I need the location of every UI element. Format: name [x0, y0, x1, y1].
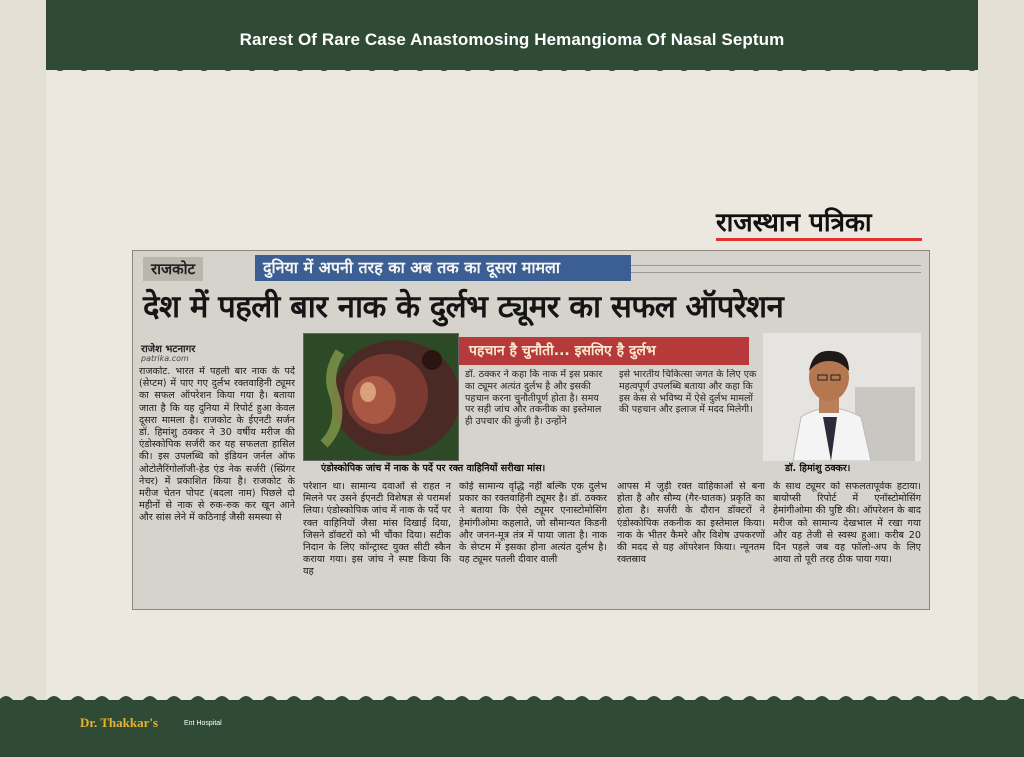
footer-wave-edge: [0, 693, 1024, 705]
article-column-5: के साथ ट्यूमर को सफलतापूर्वक हटाया। बायोप्सी रिपोर्ट में एनॉस्टोमोसिंग हेमांगीओमा की पुष्टि की। ऑपरेशन के बाद मरीज को सामान्य देखभाल में रखा गया और वह तेजी से स्वस्थ हुआ। करीब 20 दिन पहले जब वह फॉलो-अप के लिए आया तो पूरी तरह ठीक पाया गया।: [773, 481, 921, 566]
kicker-rule: [631, 265, 921, 273]
article-headline: देश में पहली बार नाक के दुर्लभ ट्यूमर का सफल ऑपरेशन: [143, 289, 784, 325]
masthead-underline: [716, 238, 922, 241]
hospital-brand-logo: Dr. Thakkar's: [80, 715, 159, 730]
highlight-heading: पहचान है चुनौती... इसलिए है दुर्लभ: [459, 337, 749, 365]
photo-caption: एंडोस्कोपिक जांच में नाक के पर्दे पर रक्त वाहिनियों सरीखा मांस।: [321, 463, 546, 474]
endoscopic-photo: [303, 333, 459, 461]
newspaper-clipping: [132, 250, 930, 610]
city-tag: राजकोट: [143, 257, 203, 281]
article-column-4: आपस में जुड़ी रक्त वाहिकाओं से बना होता है और सौम्य (गैर-घातक) प्रकृति का होता है। सर्जरी के दौरान डॉक्टरों ने एंडोस्कोपिक तकनीक का इस्तेमाल किया। नाक के भीतर कैमरे और विशेष उपकरणों की मदद से यह ऑपरेशन किया। न्यूनतम रक्तस्राव: [617, 481, 765, 566]
highlight-column-1: डॉ. ठक्कर ने कहा कि नाक में इस प्रकार का ट्यूमर अत्यंत दुर्लभ है और इसकी पहचान करना चुनौतीपूर्ण होता है। समय पर सही जांच और तकनीक का इस्तेमाल ही उपचार की कुंजी है। उन्होंने: [465, 369, 603, 428]
newspaper-masthead: राजस्थान पत्रिका: [716, 208, 872, 238]
byline: राजेश भटनागर: [141, 344, 196, 355]
doctor-photo: [763, 333, 921, 461]
hospital-brand-subtitle: Ent Hospital: [184, 720, 222, 727]
article-column-3: कोई सामान्य वृद्धि नहीं बल्कि एक दुर्लभ प्रकार का रक्तवाहिनी ट्यूमर है। डॉ. ठक्कर ने बताया कि ऐसे ट्यूमर एनास्टोमोसिंग हेमांगीओमा कहलाते, जो सौमान्यत किडनी और जनन-मूत्र तंत्र में पाया जाता है। नाक के सेप्टम में इसका होना अत्यंत दुर्लभ है। यह ट्यूमर पतली दीवार वाली: [459, 481, 607, 566]
kicker-banner: दुनिया में अपनी तरह का अब तक का दूसरा मामला: [255, 255, 631, 281]
article-column-2: परेशान था। सामान्य दवाओं से राहत न मिलने पर उसने ईएनटी विशेषज्ञ से परामर्श लिया। एंडोस्कोपिक जांच में नाक के पर्दे पर रक्त वाहिनियों जैसा मांस दिखाई दिया, जिसने डॉक्टरों को भी चौंका दिया। सटीक निदान के लिए कॉन्ट्रास्ट युक्त सीटी स्कैन कराया गया। इस जांच ने स्पष्ट किया कि यह: [303, 481, 451, 578]
left-margin-strip: [0, 0, 46, 757]
right-margin-strip: [978, 0, 1024, 757]
doctor-caption: डॉ. हिमांशु ठक्कर।: [785, 463, 851, 474]
byline-site: patrika.com: [141, 354, 189, 363]
article-column-1: राजकोट. भारत में पहली बार नाक के पर्दे (सेप्टम) में पाए गए दुर्लभ रक्तवाहिनी ट्यूमर का सफल ऑपरेशन किया गया है। बताया जाता है कि यह दुनिया में रिपोर्ट हुआ केवल दूसरा मामला है। राजकोट के ईएनटी सर्जन डॉ. हिमांशु ठक्कर ने 30 वर्षीय मरीज की एंडोस्कोपिक सर्जरी कर यह सफलता हासिल की। इस उपलब्धि को इंडियन जर्नल ऑफ ओटोलैरिंगोलॉजी-हेड एंड नेक सर्जरी (स्प्रिंगर नेचर) में प्रकाशित किया है। राजकोट के मरीज चेतन पोपट (बदला नाम) पिछले दो महीनों से नाक से रुक-रुक कर खून आने और सांस लेने में कठिनाई जैसी समस्या से: [139, 366, 295, 524]
highlight-column-2: इसे भारतीय चिकित्सा जगत के लिए एक महत्वपूर्ण उपलब्धि बताया और कहा कि इस केस से भविष्य में ऐसे दुर्लभ मामलों की पहचान और इलाज में मदद मिलेगी।: [619, 369, 757, 416]
header-wave-edge: [46, 62, 978, 74]
page-title: Rarest Of Rare Case Anastomosing Hemangioma Of Nasal Septum: [239, 30, 785, 49]
